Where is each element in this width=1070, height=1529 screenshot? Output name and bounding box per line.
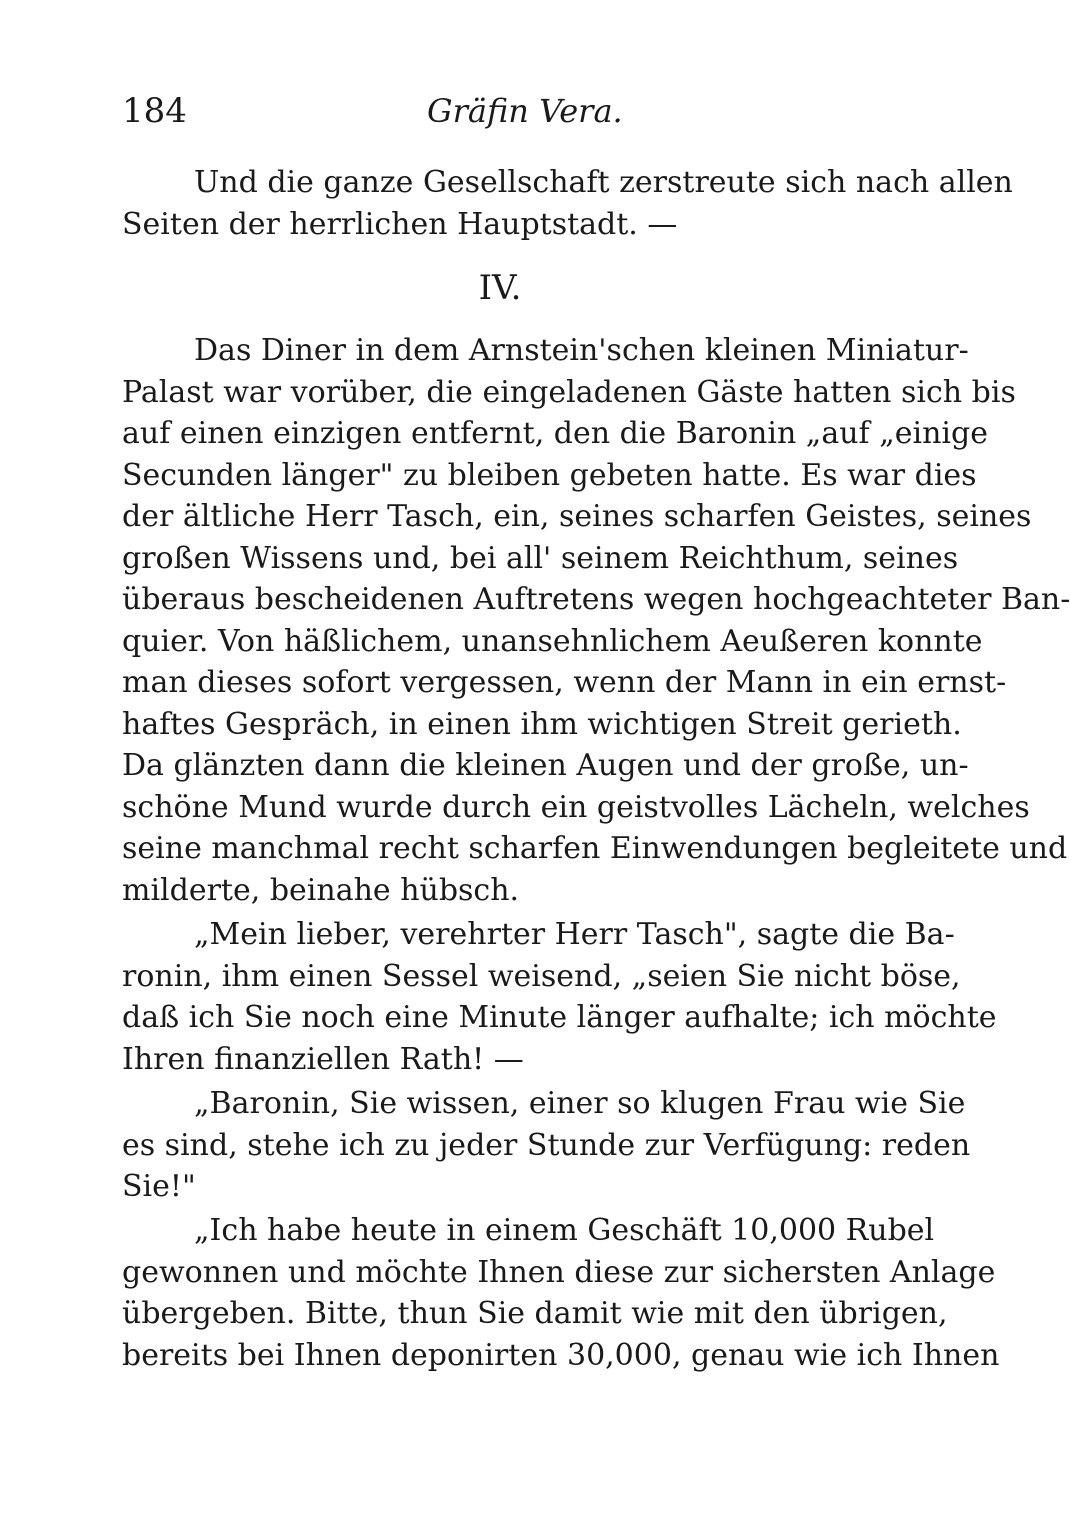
text-line: gewonnen und möchte Ihnen diese zur sichersten Anlage [122,1254,996,1290]
text-line: großen Wissens und, bei all' seinem Reichthum, seines [122,540,959,576]
text-line: „Mein lieber, verehrter Herr Tasch", sagte die Ba- [194,917,955,952]
text-line: Ihren finanziellen Rath! — [122,1041,524,1077]
text-line: Und die ganze Gesellschaft zerstreute sich nach allen [194,165,1013,200]
text-line: schöne Mund wurde durch ein geistvolles Lächeln, welches [122,789,1030,825]
text-line: haftes Gespräch, in einen ihm wichtigen Streit gerieth. [122,706,962,742]
text-line: bereits bei Ihnen deponirten 30,000, genau wie ich Ihnen [122,1337,1000,1373]
section-heading: IV. [478,268,522,308]
text-line: Das Diner in dem Arnstein'schen kleinen Miniatur- [194,333,969,368]
text-line: „Ich habe heute in einem Geschäft 10,000 Rubel [194,1213,935,1248]
text-line: auf einen einzigen entfernt, den die Baronin „auf „einige [122,416,988,451]
page-number: 184 [122,91,187,131]
text-line: Palast war vorüber, die eingeladenen Gäste hatten sich bis [122,374,1016,410]
text-line: übergeben. Bitte, thun Sie damit wie mit den übrigen, [122,1296,948,1331]
text-line: Secunden länger" zu bleiben gebeten hatte. Es war dies [122,457,977,493]
page-header [122,88,912,134]
text-line: überaus bescheidenen Auftretens wegen hochgeachteter Ban- [122,582,1070,617]
text-line: der ältliche Herr Tasch, ein, seines scharfen Geistes, seines [122,499,1032,534]
running-title: Gräfin Vera. [427,92,623,130]
text-line: Da glänzten dann die kleinen Augen und der große, un- [122,748,969,783]
text-line: „Baronin, Sie wissen, einer so klugen Frau wie Sie [194,1086,966,1121]
text-line: daß ich Sie noch eine Minute länger aufhalte; ich möchte [122,1000,997,1035]
text-line: man dieses sofort vergessen, wenn der Mann in ein ernst- [122,665,1007,700]
text-line: es sind, stehe ich zu jeder Stunde zur Verfügung: reden [122,1127,971,1163]
text-line: Sie!" [122,1169,196,1204]
text-line: ronin, ihm einen Sessel weisend, „seien Sie nicht böse, [122,958,961,994]
text-line: milderte, beinahe hübsch. [122,872,520,908]
text-line: Seiten der herrlichen Hauptstadt. — [122,207,678,242]
text-line: seine manchmal recht scharfen Einwendungen begleitete und [122,831,1068,866]
text-line: quier. Von häßlichem, unansehnlichem Aeußeren konnte [122,623,983,659]
